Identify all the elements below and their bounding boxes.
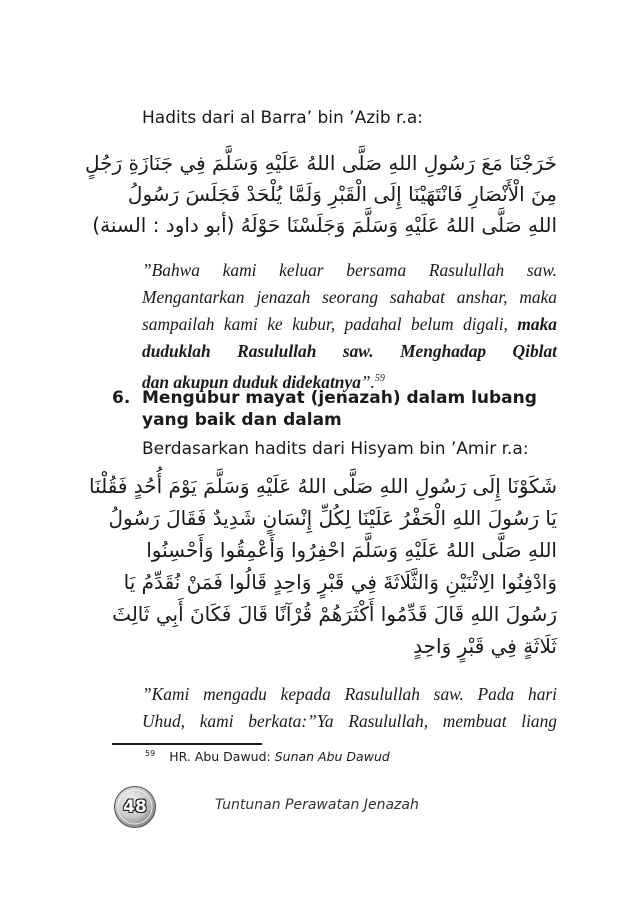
- arabic-line: خَرَجْنَا مَعَ رَسُولِ اللهِ صَلَّى اللهُ عَلَيْهِ وَسَلَّمَ فِي جَنَازَةِ رَجُلٍ: [84, 151, 557, 175]
- arabic-hadith-text: [84, 148, 557, 241]
- hadith-translation: [142, 681, 557, 735]
- translation-line: ”Bahwa kami keluar bersama Rasulullah saw.: [142, 260, 557, 280]
- footnote-reference: 59: [374, 373, 385, 384]
- list-item-title: Mengubur mayat (jenazah) dalam lubang yang baik dan dalam: [142, 388, 537, 430]
- translation-emphasis: maka: [517, 314, 557, 334]
- footnote-divider: [112, 743, 262, 745]
- translation-line: Mengantarkan jenazah seorang sahabat anshar, maka: [142, 287, 557, 307]
- arabic-line: وَادْفِنُوا الِاثْنَيْنِ وَالثَّلَاثَةَ فِي قَبْرٍ وَاحِدٍ قَالُوا فَمَنْ نُقَدِّمُ يَا: [123, 570, 557, 594]
- arabic-line: اللهِ صَلَّى اللهُ عَلَيْهِ وَسَلَّمَ وَجَلَسْنَا حَوْلَهُ (أبو داود : السنة): [92, 213, 557, 237]
- translation-line: [142, 311, 557, 338]
- running-title: Tuntunan Perawatan Jenazah: [215, 797, 419, 813]
- translation-emphasis: dan akupun duduk didekatnya: [142, 371, 361, 392]
- translation-line: ”Kami mengadu kepada Rasulullah saw. Pada hari: [142, 684, 557, 704]
- page-number: 48: [123, 797, 147, 817]
- arabic-line: يَا رَسُولَ اللهِ الْحَفْرُ عَلَيْنَا لِكُلِّ إِنْسَانٍ شَدِيدٌ فَقَالَ رَسُولُ: [108, 506, 557, 530]
- translation-close: ”.: [360, 371, 375, 392]
- arabic-line: ثَلَاثَةٍ فِي قَبْرٍ وَاحِدٍ: [413, 634, 557, 658]
- hadith-translation: [142, 257, 557, 396]
- footnote-number: 59: [145, 749, 156, 758]
- arabic-line: رَسُولَ اللهِ قَالَ قَدِّمُوا أَكْثَرَهُمْ قُرْآنًا قَالَ فَكَانَ أَبِي ثَالِثَ: [112, 602, 557, 626]
- list-item-number: 6.: [112, 388, 131, 408]
- hadith-intro: Hadits dari al Barra’ bin ’Azib r.a:: [142, 108, 424, 128]
- translation-text: sampailah kami ke kubur, padahal belum digali,: [142, 314, 508, 334]
- arabic-line: مِنَ الْأَنْصَارِ فَانْتَهَيْنَا إِلَى الْقَبْرِ وَلَمَّا يُلْحَدْ فَجَلَسَ رَسُولُ: [127, 182, 557, 206]
- footnote-text: HR. Abu Dawud:: [169, 749, 275, 765]
- footnote-source-title: Sunan Abu Dawud: [274, 749, 390, 765]
- arabic-hadith-text: [88, 470, 557, 662]
- hadith-intro: Berdasarkan hadits dari Hisyam bin ’Amir r.a:: [142, 439, 529, 459]
- footnote: [145, 749, 390, 764]
- arabic-line: شَكَوْنَا إِلَى رَسُولِ اللهِ صَلَّى اللهُ عَلَيْهِ وَسَلَّمَ يَوْمَ أُحُدٍ فَقُلْنَا: [88, 474, 557, 498]
- translation-line: [142, 338, 557, 365]
- arabic-line: اللهِ صَلَّى اللهُ عَلَيْهِ وَسَلَّمَ احْفِرُوا وَأَعْمِقُوا وَأَحْسِنُوا: [146, 538, 557, 562]
- translation-emphasis: duduklah Rasulullah saw. Menghadap Qiblat: [142, 341, 557, 361]
- translation-line: Uhud, kami berkata:”Ya Rasulullah, membuat liang: [142, 711, 557, 731]
